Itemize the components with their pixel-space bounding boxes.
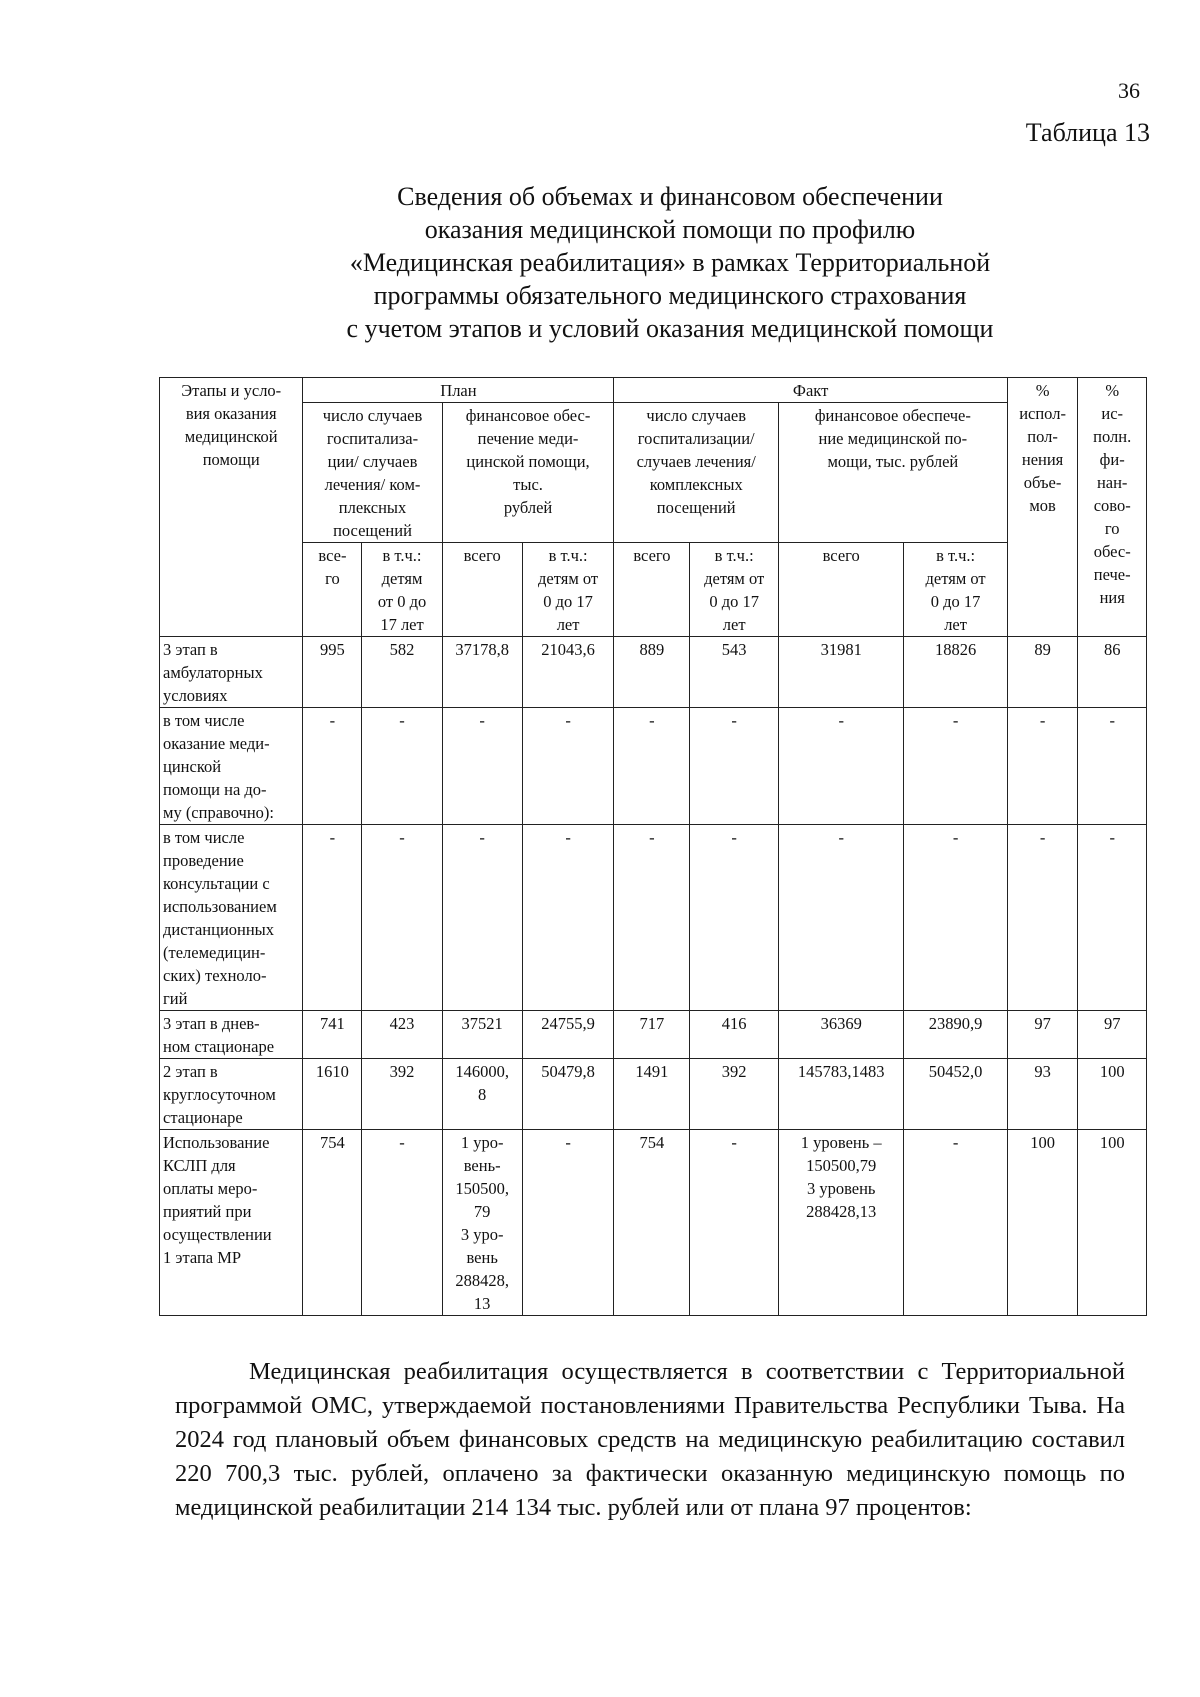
row-value-cell: -	[1078, 708, 1147, 825]
row-value-cell: -	[362, 1130, 442, 1316]
row-value-cell: 1610	[303, 1059, 362, 1130]
row-value-cell: -	[442, 825, 522, 1011]
document-title	[230, 180, 1110, 345]
row-value-cell: 145783,1483	[778, 1059, 903, 1130]
header-plan-finance: финансовое обес- печение меди- цинской помощи, тыс. рублей	[442, 403, 614, 543]
header-plan-finance-total: всего	[442, 543, 522, 637]
header-plan: План	[303, 378, 614, 403]
header-row	[160, 403, 1147, 543]
row-value-cell: 1 уровень – 150500,79 3 уровень 288428,13	[778, 1130, 903, 1316]
table-row	[160, 637, 1147, 708]
row-value-cell: 97	[1007, 1011, 1078, 1059]
header-stage: Этапы и усло- вия оказания медицинской помощи	[160, 378, 303, 637]
row-value-cell: 100	[1078, 1059, 1147, 1130]
row-value-cell: -	[614, 708, 690, 825]
title-line: «Медицинская реабилитация» в рамках Территориальной	[349, 248, 991, 277]
table-row	[160, 1011, 1147, 1059]
page-number: 36	[1118, 78, 1140, 103]
header-fact-cases-total: всего	[614, 543, 690, 637]
table-label: Таблица 13	[1025, 118, 1150, 147]
row-stage-cell: в том числе проведение консультации с использованием дистанционных (телемедицин- ских) техноло- гий	[160, 825, 303, 1011]
row-value-cell: 543	[690, 637, 779, 708]
table-row	[160, 1059, 1147, 1130]
row-value-cell: 18826	[904, 637, 1007, 708]
body-paragraph: Медицинская реабилитация осуществляется в соответствии с Территориальной программой ОМС, утверждаемой постановлениями Правительства Республики Тыва. На 2024 год плановый объем финансовых средств на медицинскую реабилитацию составил 220 700,3 тыс. рублей, оплачено за фактически оказанную медицинскую помощь по медицинской реабилитации 214 134 тыс. рублей или от плана 97 процентов:	[175, 1358, 1125, 1521]
row-value-cell: 754	[614, 1130, 690, 1316]
row-value-cell: 31981	[778, 637, 903, 708]
header-fact-finance-total: всего	[778, 543, 903, 637]
row-value-cell: 754	[303, 1130, 362, 1316]
row-value-cell: -	[303, 825, 362, 1011]
row-value-cell: -	[522, 708, 614, 825]
row-value-cell: -	[690, 825, 779, 1011]
table-header	[160, 378, 1147, 637]
row-value-cell: -	[442, 708, 522, 825]
header-plan-cases: число случаев госпитализа- ции/ случаев лечения/ ком- плексных посещений	[303, 403, 442, 543]
row-value-cell: -	[690, 708, 779, 825]
row-stage-cell: в том числе оказание меди- цинской помощи на до- му (справочно):	[160, 708, 303, 825]
row-value-cell: -	[778, 708, 903, 825]
table-row	[160, 1130, 1147, 1316]
header-row	[160, 543, 1147, 637]
row-value-cell: 100	[1007, 1130, 1078, 1316]
row-value-cell: 1 уро- вень- 150500, 79 3 уро- вень 288428, 13	[442, 1130, 522, 1316]
row-value-cell: -	[904, 1130, 1007, 1316]
title-line: с учетом этапов и условий оказания медицинской помощи	[346, 314, 994, 343]
row-value-cell: 995	[303, 637, 362, 708]
table-row	[160, 825, 1147, 1011]
row-value-cell: 100	[1078, 1130, 1147, 1316]
row-value-cell: -	[522, 825, 614, 1011]
row-value-cell: -	[522, 1130, 614, 1316]
row-value-cell: 86	[1078, 637, 1147, 708]
title-line: оказания медицинской помощи по профилю	[424, 215, 916, 244]
row-value-cell: -	[362, 825, 442, 1011]
row-value-cell: 36369	[778, 1011, 903, 1059]
header-fact-cases: число случаев госпитализации/ случаев лечения/ комплексных посещений	[614, 403, 778, 543]
table-row	[160, 708, 1147, 825]
row-value-cell: 37521	[442, 1011, 522, 1059]
row-value-cell: 50452,0	[904, 1059, 1007, 1130]
row-value-cell: 392	[690, 1059, 779, 1130]
row-value-cell: -	[362, 708, 442, 825]
row-value-cell: -	[778, 825, 903, 1011]
row-value-cell: 24755,9	[522, 1011, 614, 1059]
row-value-cell: 889	[614, 637, 690, 708]
row-value-cell: 21043,6	[522, 637, 614, 708]
row-value-cell: 50479,8	[522, 1059, 614, 1130]
row-value-cell: 146000, 8	[442, 1059, 522, 1130]
header-fact: Факт	[614, 378, 1007, 403]
row-stage-cell: 3 этап в амбулаторных условиях	[160, 637, 303, 708]
row-stage-cell: 3 этап в днев- ном стационаре	[160, 1011, 303, 1059]
header-row	[160, 378, 1147, 403]
table-body	[160, 637, 1147, 1316]
header-plan-cases-total: все- го	[303, 543, 362, 637]
row-value-cell: 582	[362, 637, 442, 708]
row-value-cell: 392	[362, 1059, 442, 1130]
row-value-cell: 423	[362, 1011, 442, 1059]
row-value-cell: -	[1078, 825, 1147, 1011]
rehabilitation-table	[159, 377, 1147, 1316]
row-value-cell: 1491	[614, 1059, 690, 1130]
row-value-cell: 23890,9	[904, 1011, 1007, 1059]
row-value-cell: -	[614, 825, 690, 1011]
header-plan-cases-children: в т.ч.: детям от 0 до 17 лет	[362, 543, 442, 637]
row-value-cell: -	[904, 708, 1007, 825]
row-value-cell: -	[303, 708, 362, 825]
title-line: Сведения об объемах и финансовом обеспечении	[397, 182, 943, 211]
header-plan-finance-children: в т.ч.: детям от 0 до 17 лет	[522, 543, 614, 637]
row-value-cell: 741	[303, 1011, 362, 1059]
row-stage-cell: 2 этап в круглосуточном стационаре	[160, 1059, 303, 1130]
row-value-cell: 93	[1007, 1059, 1078, 1130]
row-value-cell: -	[1007, 708, 1078, 825]
row-value-cell: 717	[614, 1011, 690, 1059]
row-value-cell: -	[1007, 825, 1078, 1011]
header-fact-finance-children: в т.ч.: детям от 0 до 17 лет	[904, 543, 1007, 637]
header-fact-cases-children: в т.ч.: детям от 0 до 17 лет	[690, 543, 779, 637]
header-pct-finance: % ис- полн. фи- нан- сово- го обес- пече- ния	[1078, 378, 1147, 637]
row-value-cell: 89	[1007, 637, 1078, 708]
row-value-cell: 416	[690, 1011, 779, 1059]
header-fact-finance: финансовое обеспече- ние медицинской по- мощи, тыс. рублей	[778, 403, 1007, 543]
row-value-cell: 37178,8	[442, 637, 522, 708]
row-stage-cell: Использование КСЛП для оплаты меро- приятий при осуществлении 1 этапа МР	[160, 1130, 303, 1316]
header-pct-volume: % испол- пол- нения объе- мов	[1007, 378, 1078, 637]
row-value-cell: -	[690, 1130, 779, 1316]
row-value-cell: 97	[1078, 1011, 1147, 1059]
row-value-cell: -	[904, 825, 1007, 1011]
title-line: программы обязательного медицинского страхования	[373, 281, 967, 310]
